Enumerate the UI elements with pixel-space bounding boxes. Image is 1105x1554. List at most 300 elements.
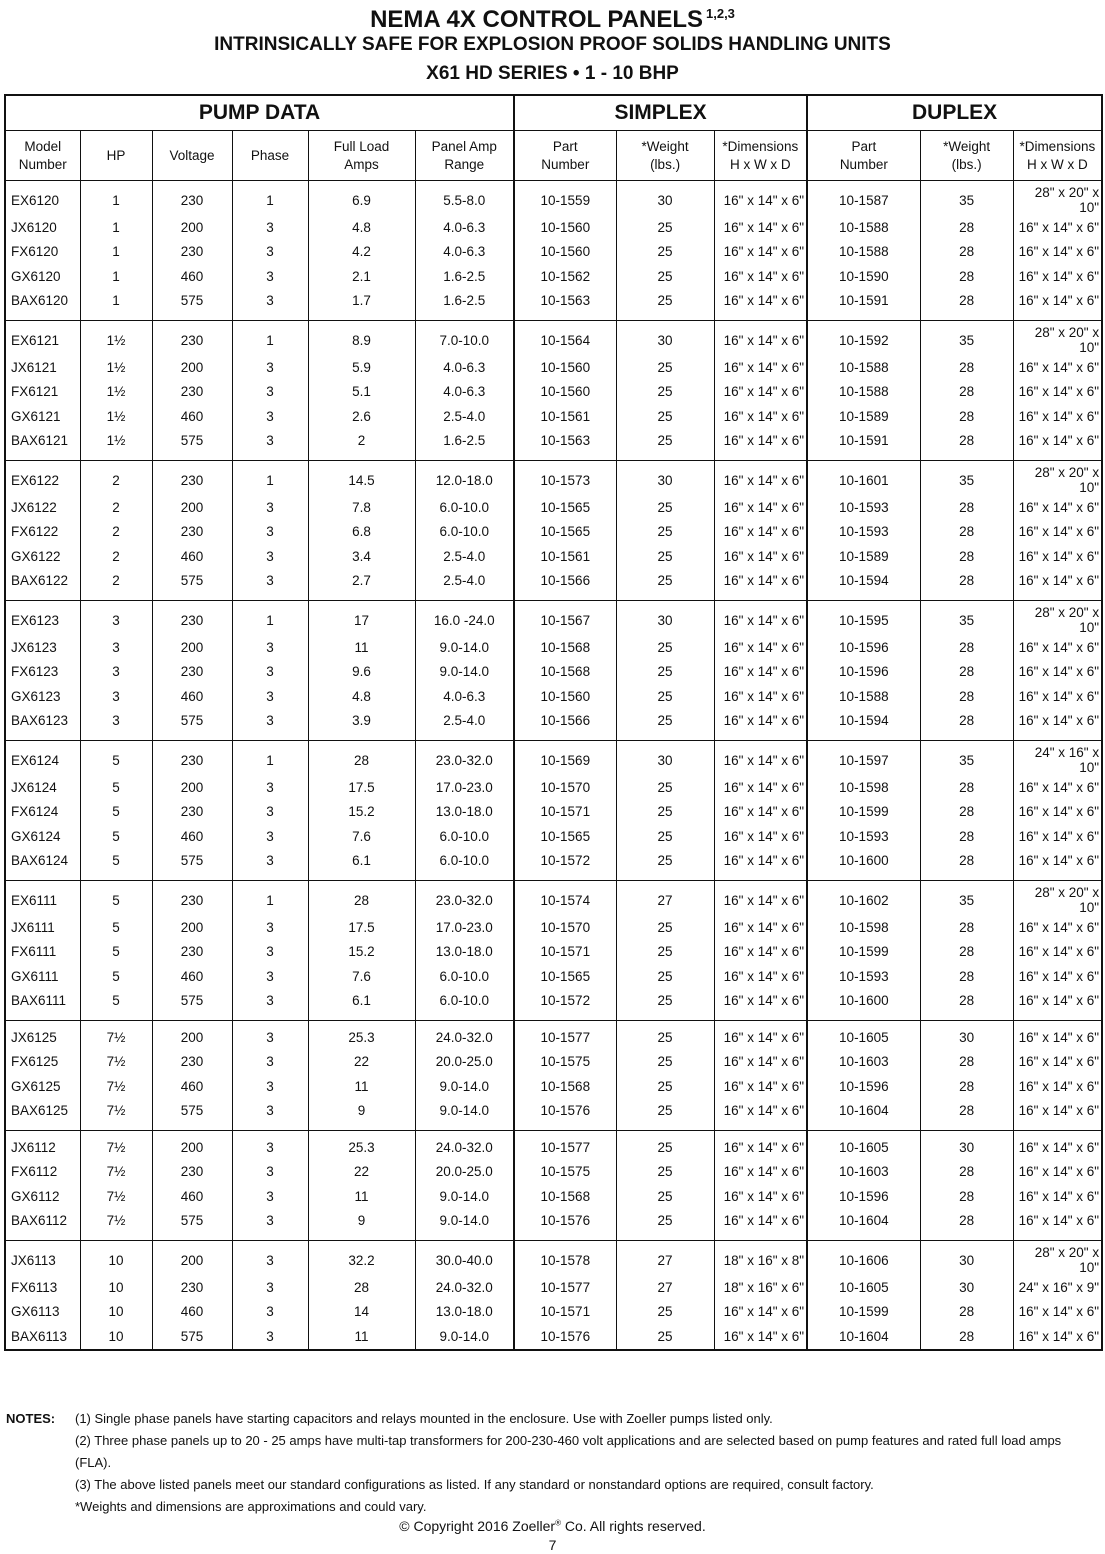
cell-duplex-dimensions: 28" x 20" x 10": [1013, 461, 1102, 496]
cell-duplex-part-number: 10-1604: [807, 1324, 920, 1350]
cell-model-number: GX6121: [5, 404, 80, 429]
cell-simplex-dimensions: 16" x 14" x 6": [714, 355, 807, 380]
cell-simplex-weight: 25: [616, 380, 714, 405]
cell-voltage: 200: [152, 495, 232, 520]
cell-full-load-amps: 25.3: [308, 1021, 415, 1050]
notes-section: [6, 1408, 1096, 1518]
cell-model-number: GX6123: [5, 684, 80, 709]
cell-simplex-part-number: 10-1563: [514, 289, 616, 321]
cell-simplex-part-number: 10-1570: [514, 915, 616, 940]
table-row: [5, 380, 1102, 405]
table-row: [5, 881, 1102, 916]
cell-hp: 3: [80, 684, 152, 709]
cell-model-number: JX6120: [5, 215, 80, 240]
cell-duplex-dimensions: 16" x 14" x 6": [1013, 824, 1102, 849]
cell-voltage: 575: [152, 989, 232, 1021]
cell-phase: 3: [232, 964, 308, 989]
cell-panel-amp-range: 6.0-10.0: [415, 495, 514, 520]
cell-simplex-weight: 30: [616, 181, 714, 216]
cell-simplex-weight: 25: [616, 1160, 714, 1185]
cell-model-number: FX6111: [5, 940, 80, 965]
cell-panel-amp-range: 13.0-18.0: [415, 1300, 514, 1325]
cell-voltage: 230: [152, 881, 232, 916]
cell-simplex-weight: 25: [616, 989, 714, 1021]
cell-duplex-weight: 35: [920, 881, 1013, 916]
cell-simplex-weight: 30: [616, 461, 714, 496]
cell-voltage: 460: [152, 964, 232, 989]
cell-simplex-dimensions: 16" x 14" x 6": [714, 775, 807, 800]
cell-full-load-amps: 9: [308, 1099, 415, 1131]
cell-duplex-part-number: 10-1599: [807, 1300, 920, 1325]
cell-voltage: 200: [152, 215, 232, 240]
cell-duplex-weight: 28: [920, 940, 1013, 965]
cell-simplex-dimensions: 16" x 14" x 6": [714, 215, 807, 240]
cell-full-load-amps: 32.2: [308, 1241, 415, 1276]
cell-duplex-part-number: 10-1589: [807, 404, 920, 429]
cell-full-load-amps: 28: [308, 1275, 415, 1300]
table-row: [5, 1275, 1102, 1300]
cell-duplex-part-number: 10-1596: [807, 660, 920, 685]
cell-hp: 1: [80, 215, 152, 240]
cell-duplex-weight: 28: [920, 800, 1013, 825]
cell-hp: 1½: [80, 429, 152, 461]
cell-panel-amp-range: 2.5-4.0: [415, 544, 514, 569]
cell-simplex-part-number: 10-1574: [514, 881, 616, 916]
cell-panel-amp-range: 20.0-25.0: [415, 1160, 514, 1185]
series-title: X61 HD SERIES • 1 - 10 BHP: [426, 63, 679, 84]
cell-duplex-part-number: 10-1588: [807, 684, 920, 709]
cell-phase: 1: [232, 741, 308, 776]
cell-simplex-part-number: 10-1566: [514, 709, 616, 741]
cell-phase: 3: [232, 775, 308, 800]
cell-simplex-dimensions: 16" x 14" x 6": [714, 1209, 807, 1241]
cell-simplex-dimensions: 16" x 14" x 6": [714, 520, 807, 545]
cell-model-number: GX6125: [5, 1074, 80, 1099]
cell-duplex-dimensions: 16" x 14" x 6": [1013, 215, 1102, 240]
cell-panel-amp-range: 6.0-10.0: [415, 824, 514, 849]
cell-model-number: FX6124: [5, 800, 80, 825]
table-row: [5, 289, 1102, 321]
table-row: [5, 824, 1102, 849]
cell-full-load-amps: 2.7: [308, 569, 415, 601]
cell-duplex-part-number: 10-1598: [807, 775, 920, 800]
cell-panel-amp-range: 4.0-6.3: [415, 240, 514, 265]
cell-simplex-dimensions: 16" x 14" x 6": [714, 709, 807, 741]
cell-voltage: 230: [152, 601, 232, 636]
cell-duplex-dimensions: 16" x 14" x 6": [1013, 1209, 1102, 1241]
cell-simplex-dimensions: 16" x 14" x 6": [714, 461, 807, 496]
cell-duplex-weight: 28: [920, 495, 1013, 520]
cell-simplex-dimensions: 16" x 14" x 6": [714, 240, 807, 265]
cell-hp: 3: [80, 635, 152, 660]
cell-panel-amp-range: 9.0-14.0: [415, 1099, 514, 1131]
cell-model-number: EX6124: [5, 741, 80, 776]
cell-phase: 3: [232, 824, 308, 849]
cell-duplex-dimensions: 16" x 14" x 6": [1013, 1050, 1102, 1075]
cell-simplex-dimensions: 16" x 14" x 6": [714, 544, 807, 569]
cell-simplex-dimensions: 16" x 14" x 6": [714, 601, 807, 636]
cell-duplex-dimensions: 16" x 14" x 6": [1013, 429, 1102, 461]
cell-simplex-weight: 25: [616, 1300, 714, 1325]
cell-phase: 3: [232, 1099, 308, 1131]
note-2: (2) Three phase panels up to 20 - 25 amps have multi-tap transformers for 200-230-460 volt applications and are selected based on pump features and rated full load amps (FLA).: [75, 1433, 1062, 1470]
cell-duplex-part-number: 10-1591: [807, 429, 920, 461]
cell-simplex-weight: 25: [616, 1074, 714, 1099]
cell-simplex-weight: 25: [616, 775, 714, 800]
cell-phase: 3: [232, 1131, 308, 1160]
cell-panel-amp-range: 4.0-6.3: [415, 215, 514, 240]
cell-simplex-weight: 25: [616, 1184, 714, 1209]
cell-simplex-weight: 25: [616, 684, 714, 709]
cell-voltage: 575: [152, 569, 232, 601]
cell-full-load-amps: 9: [308, 1209, 415, 1241]
cell-duplex-part-number: 10-1603: [807, 1050, 920, 1075]
cell-simplex-part-number: 10-1566: [514, 569, 616, 601]
cell-model-number: GX6112: [5, 1184, 80, 1209]
cell-duplex-part-number: 10-1603: [807, 1160, 920, 1185]
cell-duplex-part-number: 10-1606: [807, 1241, 920, 1276]
cell-duplex-part-number: 10-1600: [807, 989, 920, 1021]
cell-panel-amp-range: 24.0-32.0: [415, 1131, 514, 1160]
cell-hp: 3: [80, 601, 152, 636]
cell-duplex-dimensions: 16" x 14" x 6": [1013, 495, 1102, 520]
cell-full-load-amps: 14: [308, 1300, 415, 1325]
page-number: 7: [548, 1537, 557, 1553]
cell-duplex-weight: 28: [920, 1184, 1013, 1209]
cell-simplex-dimensions: 16" x 14" x 6": [714, 1300, 807, 1325]
cell-simplex-part-number: 10-1568: [514, 1184, 616, 1209]
cell-phase: 3: [232, 520, 308, 545]
note-1: (1) Single phase panels have starting capacitors and relays mounted in the enclosure. Use with Zoeller pumps listed only.: [75, 1411, 773, 1426]
cell-simplex-part-number: 10-1565: [514, 824, 616, 849]
cell-model-number: EX6121: [5, 321, 80, 356]
cell-hp: 1: [80, 181, 152, 216]
cell-duplex-part-number: 10-1589: [807, 544, 920, 569]
col-simplex-weight: *Weight (lbs.): [616, 131, 714, 181]
table-row: [5, 601, 1102, 636]
cell-duplex-part-number: 10-1594: [807, 569, 920, 601]
cell-simplex-dimensions: 16" x 14" x 6": [714, 181, 807, 216]
cell-simplex-dimensions: 16" x 14" x 6": [714, 495, 807, 520]
cell-full-load-amps: 7.6: [308, 964, 415, 989]
cell-hp: 5: [80, 940, 152, 965]
cell-model-number: BAX6112: [5, 1209, 80, 1241]
cell-phase: 3: [232, 1021, 308, 1050]
cell-phase: 3: [232, 1050, 308, 1075]
cell-duplex-dimensions: 16" x 14" x 6": [1013, 380, 1102, 405]
cell-duplex-dimensions: 16" x 14" x 6": [1013, 660, 1102, 685]
cell-duplex-dimensions: 16" x 14" x 6": [1013, 569, 1102, 601]
cell-hp: 3: [80, 709, 152, 741]
cell-phase: 3: [232, 569, 308, 601]
cell-simplex-weight: 25: [616, 1050, 714, 1075]
cell-simplex-dimensions: 16" x 14" x 6": [714, 1050, 807, 1075]
cell-duplex-weight: 28: [920, 355, 1013, 380]
cell-phase: 3: [232, 849, 308, 881]
cell-phase: 3: [232, 1275, 308, 1300]
cell-duplex-part-number: 10-1593: [807, 824, 920, 849]
cell-panel-amp-range: 9.0-14.0: [415, 1074, 514, 1099]
cell-duplex-part-number: 10-1605: [807, 1021, 920, 1050]
title-footnote-refs: 1,2,3: [706, 6, 735, 21]
cell-hp: 1½: [80, 321, 152, 356]
cell-duplex-dimensions: 16" x 14" x 6": [1013, 520, 1102, 545]
cell-model-number: GX6122: [5, 544, 80, 569]
cell-simplex-part-number: 10-1560: [514, 355, 616, 380]
table-row: [5, 660, 1102, 685]
cell-hp: 5: [80, 915, 152, 940]
cell-model-number: GX6124: [5, 824, 80, 849]
cell-phase: 1: [232, 461, 308, 496]
cell-full-load-amps: 11: [308, 1324, 415, 1350]
cell-voltage: 230: [152, 461, 232, 496]
cell-full-load-amps: 14.5: [308, 461, 415, 496]
cell-model-number: JX6112: [5, 1131, 80, 1160]
cell-duplex-dimensions: 16" x 14" x 6": [1013, 1074, 1102, 1099]
cell-duplex-dimensions: 16" x 14" x 6": [1013, 964, 1102, 989]
cell-simplex-part-number: 10-1561: [514, 404, 616, 429]
cell-model-number: FX6120: [5, 240, 80, 265]
cell-model-number: GX6113: [5, 1300, 80, 1325]
cell-duplex-weight: 28: [920, 544, 1013, 569]
cell-simplex-part-number: 10-1563: [514, 429, 616, 461]
cell-simplex-dimensions: 16" x 14" x 6": [714, 264, 807, 289]
cell-hp: 5: [80, 800, 152, 825]
cell-simplex-part-number: 10-1576: [514, 1324, 616, 1350]
cell-hp: 10: [80, 1275, 152, 1300]
cell-hp: 7½: [80, 1021, 152, 1050]
cell-duplex-dimensions: 28" x 20" x 10": [1013, 321, 1102, 356]
table-row: [5, 915, 1102, 940]
cell-duplex-part-number: 10-1596: [807, 1074, 920, 1099]
cell-duplex-dimensions: 28" x 20" x 10": [1013, 601, 1102, 636]
cell-full-load-amps: 2.1: [308, 264, 415, 289]
cell-simplex-weight: 25: [616, 520, 714, 545]
cell-panel-amp-range: 6.0-10.0: [415, 989, 514, 1021]
cell-hp: 1: [80, 289, 152, 321]
cell-model-number: BAX6113: [5, 1324, 80, 1350]
table-row: [5, 1241, 1102, 1276]
cell-phase: 3: [232, 495, 308, 520]
cell-voltage: 460: [152, 1184, 232, 1209]
cell-duplex-part-number: 10-1593: [807, 520, 920, 545]
table-row: [5, 800, 1102, 825]
cell-simplex-part-number: 10-1560: [514, 380, 616, 405]
cell-simplex-dimensions: 16" x 14" x 6": [714, 684, 807, 709]
cell-panel-amp-range: 2.5-4.0: [415, 404, 514, 429]
cell-hp: 2: [80, 544, 152, 569]
cell-hp: 5: [80, 741, 152, 776]
cell-duplex-part-number: 10-1599: [807, 940, 920, 965]
cell-phase: 3: [232, 380, 308, 405]
cell-panel-amp-range: 1.6-2.5: [415, 289, 514, 321]
table-row: [5, 849, 1102, 881]
cell-duplex-dimensions: 16" x 14" x 6": [1013, 404, 1102, 429]
cell-simplex-dimensions: 16" x 14" x 6": [714, 741, 807, 776]
cell-panel-amp-range: 20.0-25.0: [415, 1050, 514, 1075]
table-row: [5, 215, 1102, 240]
table-row: [5, 989, 1102, 1021]
cell-phase: 3: [232, 800, 308, 825]
cell-simplex-weight: 25: [616, 264, 714, 289]
group-pump-data: PUMP DATA: [5, 95, 514, 131]
cell-simplex-weight: 25: [616, 709, 714, 741]
cell-duplex-dimensions: 16" x 14" x 6": [1013, 1021, 1102, 1050]
cell-voltage: 230: [152, 520, 232, 545]
cell-simplex-dimensions: 16" x 14" x 6": [714, 881, 807, 916]
cell-phase: 3: [232, 709, 308, 741]
cell-voltage: 200: [152, 635, 232, 660]
cell-simplex-dimensions: 16" x 14" x 6": [714, 569, 807, 601]
cell-voltage: 460: [152, 1074, 232, 1099]
cell-duplex-part-number: 10-1588: [807, 355, 920, 380]
cell-full-load-amps: 28: [308, 881, 415, 916]
cell-hp: 5: [80, 881, 152, 916]
cell-simplex-part-number: 10-1568: [514, 660, 616, 685]
cell-model-number: EX6123: [5, 601, 80, 636]
cell-duplex-weight: 28: [920, 849, 1013, 881]
cell-simplex-weight: 27: [616, 881, 714, 916]
cell-duplex-weight: 28: [920, 684, 1013, 709]
table-body: [5, 181, 1102, 1350]
cell-full-load-amps: 28: [308, 741, 415, 776]
cell-duplex-weight: 28: [920, 429, 1013, 461]
cell-duplex-dimensions: 16" x 14" x 6": [1013, 544, 1102, 569]
cell-simplex-dimensions: 16" x 14" x 6": [714, 404, 807, 429]
group-duplex: DUPLEX: [807, 95, 1102, 131]
cell-simplex-part-number: 10-1560: [514, 240, 616, 265]
cell-simplex-part-number: 10-1578: [514, 1241, 616, 1276]
cell-voltage: 230: [152, 1275, 232, 1300]
cell-duplex-weight: 28: [920, 989, 1013, 1021]
cell-duplex-dimensions: 16" x 14" x 6": [1013, 635, 1102, 660]
table-row: [5, 240, 1102, 265]
cell-duplex-part-number: 10-1593: [807, 964, 920, 989]
cell-duplex-dimensions: 16" x 14" x 6": [1013, 1184, 1102, 1209]
cell-panel-amp-range: 13.0-18.0: [415, 940, 514, 965]
cell-panel-amp-range: 24.0-32.0: [415, 1275, 514, 1300]
cell-duplex-weight: 28: [920, 775, 1013, 800]
cell-duplex-part-number: 10-1588: [807, 380, 920, 405]
table-row: [5, 1131, 1102, 1160]
cell-duplex-dimensions: 28" x 20" x 10": [1013, 181, 1102, 216]
cell-model-number: BAX6111: [5, 989, 80, 1021]
cell-hp: 5: [80, 775, 152, 800]
cell-simplex-part-number: 10-1564: [514, 321, 616, 356]
col-duplex-weight: *Weight (lbs.): [920, 131, 1013, 181]
table-row: [5, 1099, 1102, 1131]
cell-hp: 7½: [80, 1050, 152, 1075]
cell-full-load-amps: 7.6: [308, 824, 415, 849]
cell-simplex-dimensions: 16" x 14" x 6": [714, 915, 807, 940]
cell-model-number: FX6113: [5, 1275, 80, 1300]
cell-duplex-weight: 28: [920, 569, 1013, 601]
cell-duplex-weight: 28: [920, 215, 1013, 240]
cell-hp: 7½: [80, 1131, 152, 1160]
cell-simplex-weight: 25: [616, 289, 714, 321]
cell-duplex-part-number: 10-1588: [807, 240, 920, 265]
cell-phase: 3: [232, 1160, 308, 1185]
cell-voltage: 200: [152, 1131, 232, 1160]
cell-duplex-weight: 28: [920, 1209, 1013, 1241]
cell-phase: 3: [232, 1300, 308, 1325]
cell-simplex-dimensions: 16" x 14" x 6": [714, 635, 807, 660]
cell-duplex-part-number: 10-1593: [807, 495, 920, 520]
cell-model-number: EX6122: [5, 461, 80, 496]
cell-model-number: FX6121: [5, 380, 80, 405]
cell-model-number: BAX6124: [5, 849, 80, 881]
cell-hp: 7½: [80, 1099, 152, 1131]
table-row: [5, 635, 1102, 660]
cell-model-number: JX6122: [5, 495, 80, 520]
cell-hp: 2: [80, 495, 152, 520]
cell-hp: 5: [80, 964, 152, 989]
cell-voltage: 200: [152, 775, 232, 800]
cell-simplex-part-number: 10-1560: [514, 684, 616, 709]
cell-panel-amp-range: 6.0-10.0: [415, 849, 514, 881]
cell-duplex-dimensions: 28" x 20" x 10": [1013, 1241, 1102, 1276]
cell-voltage: 230: [152, 380, 232, 405]
cell-full-load-amps: 4.8: [308, 215, 415, 240]
note-3: (3) The above listed panels meet our standard configurations as listed. If any standard or nonstandard options are required, consult factory.: [75, 1477, 874, 1492]
cell-simplex-weight: 25: [616, 495, 714, 520]
cell-simplex-weight: 30: [616, 321, 714, 356]
cell-simplex-weight: 25: [616, 1131, 714, 1160]
cell-duplex-weight: 28: [920, 404, 1013, 429]
cell-hp: 2: [80, 569, 152, 601]
cell-duplex-weight: 28: [920, 289, 1013, 321]
cell-phase: 3: [232, 1324, 308, 1350]
cell-duplex-weight: 35: [920, 601, 1013, 636]
cell-full-load-amps: 6.8: [308, 520, 415, 545]
cell-simplex-part-number: 10-1559: [514, 181, 616, 216]
cell-duplex-weight: 28: [920, 964, 1013, 989]
cell-hp: 1½: [80, 380, 152, 405]
col-simplex-dimensions: *Dimensions H x W x D: [714, 131, 807, 181]
cell-simplex-dimensions: 16" x 14" x 6": [714, 849, 807, 881]
col-simplex-part-number: Part Number: [514, 131, 616, 181]
cell-duplex-weight: 35: [920, 321, 1013, 356]
cell-full-load-amps: 11: [308, 1184, 415, 1209]
cell-phase: 3: [232, 989, 308, 1021]
cell-simplex-dimensions: 16" x 14" x 6": [714, 1184, 807, 1209]
note-weights: *Weights and dimensions are approximations and could vary.: [75, 1499, 427, 1514]
cell-panel-amp-range: 9.0-14.0: [415, 1324, 514, 1350]
table-row: [5, 495, 1102, 520]
cell-duplex-weight: 28: [920, 520, 1013, 545]
cell-simplex-part-number: 10-1573: [514, 461, 616, 496]
cell-duplex-part-number: 10-1595: [807, 601, 920, 636]
cell-model-number: BAX6120: [5, 289, 80, 321]
cell-simplex-weight: 27: [616, 1275, 714, 1300]
cell-full-load-amps: 11: [308, 635, 415, 660]
cell-full-load-amps: 17: [308, 601, 415, 636]
table-row: [5, 544, 1102, 569]
cell-duplex-part-number: 10-1604: [807, 1099, 920, 1131]
cell-simplex-dimensions: 18" x 16" x 8": [714, 1241, 807, 1276]
cell-voltage: 230: [152, 1050, 232, 1075]
cell-simplex-dimensions: 16" x 14" x 6": [714, 940, 807, 965]
cell-phase: 3: [232, 289, 308, 321]
cell-panel-amp-range: 1.6-2.5: [415, 264, 514, 289]
cell-full-load-amps: 2.6: [308, 404, 415, 429]
cell-duplex-weight: 28: [920, 824, 1013, 849]
cell-simplex-weight: 25: [616, 215, 714, 240]
cell-duplex-dimensions: 16" x 14" x 6": [1013, 1131, 1102, 1160]
cell-duplex-part-number: 10-1605: [807, 1275, 920, 1300]
cell-duplex-weight: 28: [920, 709, 1013, 741]
cell-hp: 10: [80, 1324, 152, 1350]
